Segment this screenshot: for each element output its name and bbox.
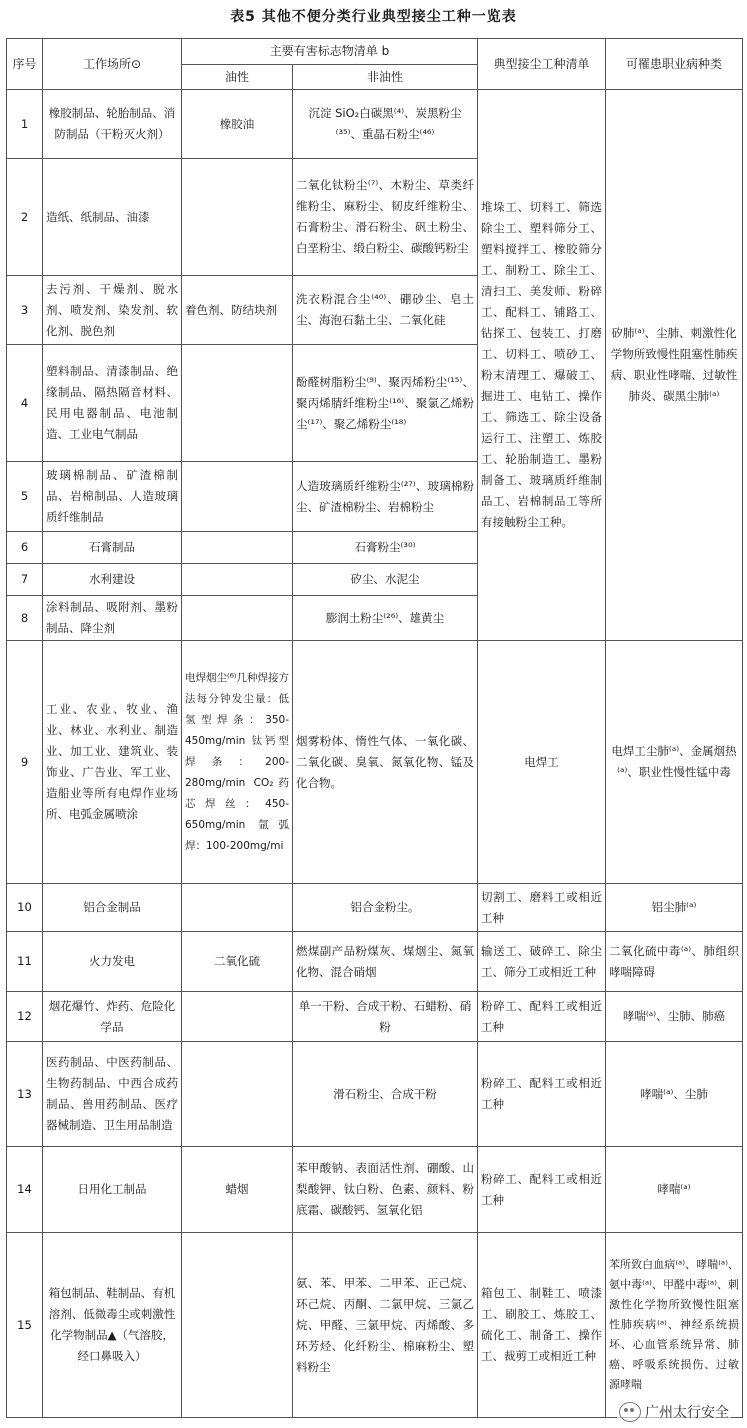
row-workplace: 石膏制品 (43, 532, 182, 564)
row-nonoily: 苯甲酸钠、表面活性剂、硼酸、山梨酸钾、钛白粉、色素、颜料、粉底霜、碳酸钙、氢氧化铝 (293, 1147, 478, 1233)
header-workplace: 工作场所⊙ (43, 39, 182, 90)
header-hazards: 主要有害标志物清单 b (182, 39, 478, 65)
row-no: 14 (7, 1147, 43, 1233)
row-jobs: 箱包工、制鞋工、喷漆工、刷胶工、炼胶工、硫化工、制备工、操作工、裁剪工或相近工种 (478, 1233, 606, 1418)
row-jobs: 切割工、磨料工或相近工种 (478, 884, 606, 932)
row-nonoily: 人造玻璃质纤维粉尘⁽²⁷⁾、玻璃棉粉尘、矿渣棉粉尘、岩棉粉尘 (293, 462, 478, 532)
row-workplace: 玻璃棉制品、矿渣棉制品、岩棉制品、人造玻璃质纤维制品 (43, 462, 182, 532)
row-no: 9 (7, 641, 43, 884)
row-oily: 电焊烟尘⁽⁶⁾几种焊接方法每分钟发尘量：低氢型焊条：350-450mg/min 钛钙型焊条：200-280mg/min CO₂药芯焊丝：450-650mg/min 氩弧焊：100-200mg/mi (182, 641, 293, 884)
dust-job-table (6, 38, 743, 1418)
shared-disease-1-8: 矽肺⁽ᵃ⁾、尘肺、刺激性化学物所致慢性阻塞性肺疾病、职业性哮喘、过敏性肺炎、碳黑尘肺⁽ᵃ⁾ (606, 90, 743, 641)
row-workplace: 造纸、纸制品、油漆 (43, 159, 182, 276)
row-no: 11 (7, 932, 43, 992)
row-nonoily: 二氧化钛粉尘⁽⁷⁾、木粉尘、草类纤维粉尘、麻粉尘、韧皮纤维粉尘、石膏粉尘、滑石粉尘、矾土粉尘、白垩粉尘、缎白粉尘、碳酸钙粉尘 (293, 159, 478, 276)
row-no: 4 (7, 345, 43, 462)
row-no: 10 (7, 884, 43, 932)
row-disease: 苯所致白血病⁽ᵃ⁾、哮喘⁽ᵃ⁾、氨中毒⁽ᵃ⁾、甲醛中毒⁽ᵃ⁾、刺激性化学物所致慢性阻塞性肺疾病⁽ᵃ⁾、神经系统损坏、心血管系统异常、肺癌、呼吸系统损伤、过敏源哮喘 (606, 1233, 743, 1418)
row-oily (182, 1042, 293, 1147)
row-no: 12 (7, 992, 43, 1042)
row-workplace: 水利建设 (43, 564, 182, 596)
row-oily (182, 596, 293, 641)
row-oily (182, 1233, 293, 1418)
row-workplace: 医药制品、中医药制品、生物药制品、中西合成药制品、兽用药制品、医疗器械制造、卫生用品制造 (43, 1042, 182, 1147)
row-nonoily: 矽尘、水泥尘 (293, 564, 478, 596)
row-oily (182, 462, 293, 532)
row-disease: 电焊工尘肺⁽ᵃ⁾、金属烟热⁽ᵃ⁾、职业性慢性锰中毒 (606, 641, 743, 884)
row-workplace: 日用化工制品 (43, 1147, 182, 1233)
row-disease: 铝尘肺⁽ᵃ⁾ (606, 884, 743, 932)
row-disease: 哮喘⁽ᵃ⁾ (606, 1147, 743, 1233)
row-no: 3 (7, 276, 43, 345)
row-oily: 二氧化硫 (182, 932, 293, 992)
header-diseases: 可罹患职业病种类 (606, 39, 743, 90)
header-nonoily: 非油性 (293, 65, 478, 90)
header-oily: 油性 (182, 65, 293, 90)
row-nonoily: 单一干粉、合成干粉、石蜡粉、硝粉 (293, 992, 478, 1042)
shared-jobs-1-8: 堆垛工、切料工、筛选除尘工、塑料筛分工、塑料搅拌工、橡胶筛分工、制粉工、除尘工、清扫工、美发师、粉碎工、配料工、铺路工、钻探工、包装工、打磨工、切料工、喷砂工、粉末清理工、爆破工、掘进工、电钻工、操作工、筛选工、除尘设备运行工、注塑工、炼胶工、轮胎制造工、墨粉制备工、玻璃质纤维制品工、岩棉制品工等所有接触粉尘工种。 (478, 90, 606, 641)
row-jobs: 输送工、破碎工、除尘工、筛分工或相近工种 (478, 932, 606, 992)
row-no: 1 (7, 90, 43, 159)
row-no: 8 (7, 596, 43, 641)
row-nonoily: 滑石粉尘、合成干粉 (293, 1042, 478, 1147)
row-no: 15 (7, 1233, 43, 1418)
row-oily (182, 992, 293, 1042)
row-no: 5 (7, 462, 43, 532)
row-workplace: 箱包制品、鞋制品、有机溶剂、低微毒尘或刺激性化学物制品▲（气溶胶，经口鼻吸入） (43, 1233, 182, 1418)
row-oily: 蜡烟 (182, 1147, 293, 1233)
row-workplace: 烟花爆竹、炸药、危险化学品 (43, 992, 182, 1042)
row-workplace: 塑料制品、清漆制品、绝缘制品、隔热隔音材料、民用电器制品、电池制造、工业电气制品 (43, 345, 182, 462)
row-jobs: 粉碎工、配料工或相近工种 (478, 1147, 606, 1233)
row-nonoily: 洗衣粉混合尘⁽⁴⁰⁾、硼砂尘、皂土尘、海泡石黏土尘、二氧化硅 (293, 276, 478, 345)
header-jobs: 典型接尘工种清单 (478, 39, 606, 90)
row-workplace: 铝合金制品 (43, 884, 182, 932)
watermark-text: 广州太行安全 (645, 1405, 729, 1421)
row-oily: 着色剂、防结块剂 (182, 276, 293, 345)
row-workplace: 去污剂、干燥剂、脱水剂、喷发剂、染发剂、软化剂、脱色剂 (43, 276, 182, 345)
row-oily (182, 159, 293, 276)
row-jobs: 粉碎工、配料工或相近工种 (478, 992, 606, 1042)
row-oily (182, 884, 293, 932)
row-disease: 哮喘⁽ᵃ⁾、尘肺、肺癌 (606, 992, 743, 1042)
row-nonoily: 烟雾粉体、惰性气体、一氧化碳、二氧化碳、臭氧、氮氧化物、锰及化合物。 (293, 641, 478, 884)
row-workplace: 火力发电 (43, 932, 182, 992)
row-jobs: 电焊工 (478, 641, 606, 884)
row-disease: 哮喘⁽ᵃ⁾、尘肺 (606, 1042, 743, 1147)
header-no: 序号 (7, 39, 43, 90)
row-nonoily: 燃煤副产品粉煤灰、煤烟尘、氮氧化物、混合硝烟 (293, 932, 478, 992)
row-jobs: 粉碎工、配料工或相近工种 (478, 1042, 606, 1147)
row-no: 7 (7, 564, 43, 596)
row-oily (182, 532, 293, 564)
row-no: 6 (7, 532, 43, 564)
row-workplace: 橡胶制品、轮胎制品、消防制品（干粉灭火剂） (43, 90, 182, 159)
row-oily (182, 345, 293, 462)
watermark (617, 1402, 731, 1422)
row-nonoily: 沉淀 SiO₂白碳黑⁽⁴⁾、炭黑粉尘⁽³⁵⁾、重晶石粉尘⁽⁴⁶⁾ (293, 90, 478, 159)
wechat-icon (619, 1402, 641, 1422)
row-nonoily: 膨润土粉尘⁽²⁶⁾、雄黄尘 (293, 596, 478, 641)
row-oily: 橡胶油 (182, 90, 293, 159)
row-disease: 二氧化硫中毒⁽ᵃ⁾、肺组织哮喘障碍 (606, 932, 743, 992)
row-no: 2 (7, 159, 43, 276)
row-nonoily: 铝合金粉尘。 (293, 884, 478, 932)
table-title: 表5 其他不便分类行业典型接尘工种一览表 (230, 9, 517, 25)
row-workplace: 工业、农业、牧业、渔业、林业、水利业、制造业、加工业、建筑业、装饰业、广告业、军工业、造船业等所有电焊作业场所、电弧金属喷涂 (43, 641, 182, 884)
row-nonoily: 氨、苯、甲苯、二甲苯、正己烷、环己烷、丙酮、二氯甲烷、三氯乙烷、甲醛、三氯甲烷、丙烯酸、多环芳烃、化纤粉尘、棉麻粉尘、塑料粉尘 (293, 1233, 478, 1418)
row-workplace: 涂料制品、吸附剂、墨粉制品、降尘剂 (43, 596, 182, 641)
row-no: 13 (7, 1042, 43, 1147)
row-nonoily: 石膏粉尘⁽³⁰⁾ (293, 532, 478, 564)
row-oily (182, 564, 293, 596)
row-nonoily: 酚醛树脂粉尘⁽⁹⁾、聚丙烯粉尘⁽¹⁵⁾、聚丙烯腈纤维粉尘⁽¹⁶⁾、聚氯乙烯粉尘⁽¹⁷⁾、聚乙烯粉尘⁽¹⁸⁾ (293, 345, 478, 462)
